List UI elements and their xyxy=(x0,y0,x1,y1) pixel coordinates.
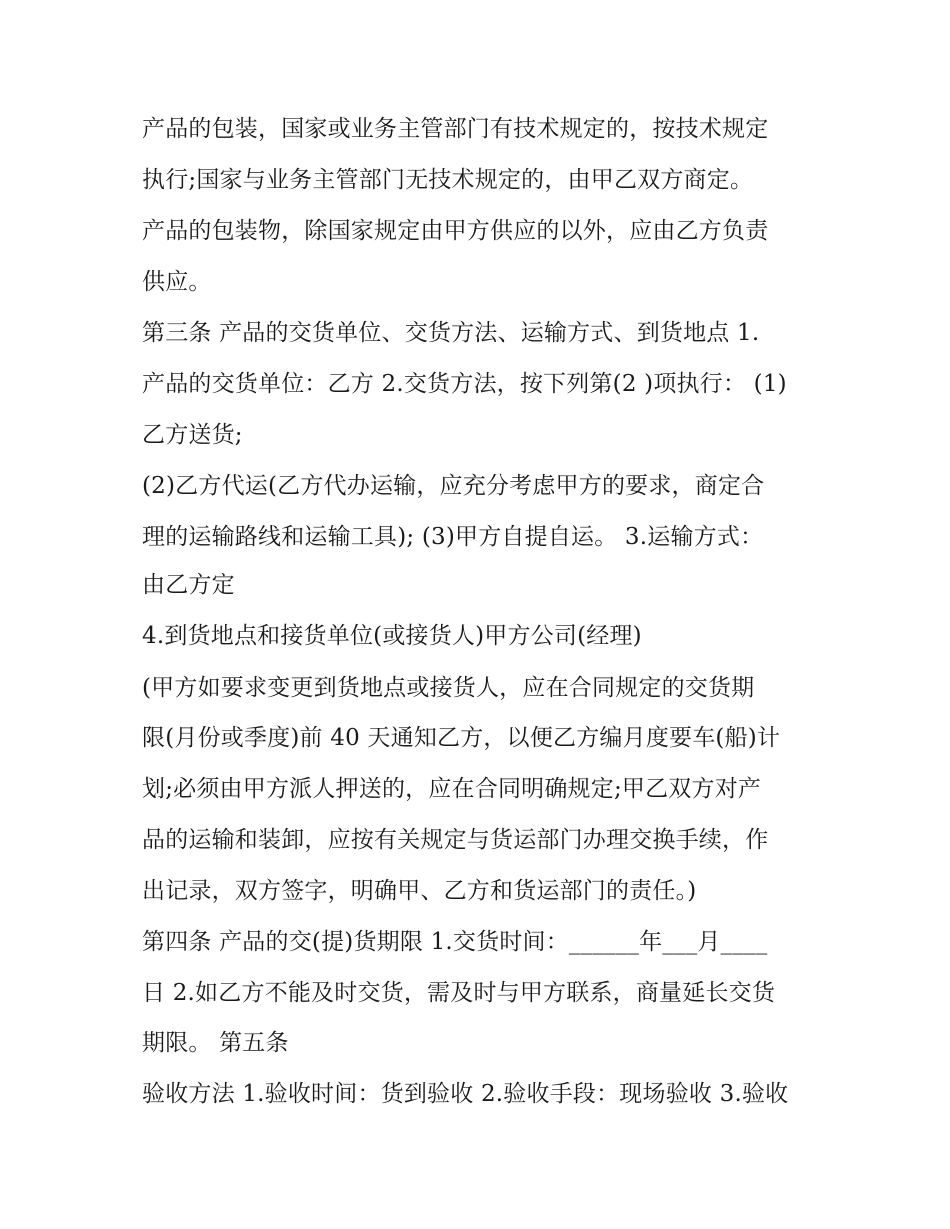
text-line: 产品的交货单位：乙方 2.交货方法，按下列第(2 )项执行： (1) xyxy=(142,371,787,397)
text-line: 产品的包装，国家或业务主管部门有技术规定的，按技术规定 xyxy=(142,116,769,142)
text-line: 由乙方定 xyxy=(142,572,235,598)
text-line: 验收方法 1.验收时间：货到验收 2.验收手段：现场验收 3.验收 xyxy=(142,1081,789,1107)
text-line: 供应。 xyxy=(142,269,212,295)
text-line: 出记录，双方签字，明确甲、乙方和货运部门的责任。) xyxy=(142,878,697,904)
text-line: 执行;国家与业务主管部门无技术规定的，由甲乙双方商定。 xyxy=(142,167,754,193)
text-line: (2)乙方代运(乙方代办运输，应充分考虑甲方的要求，商定合 xyxy=(142,473,765,499)
text-line: 限(月份或季度)前 40 天通知乙方，以便乙方编月度要车(船)计 xyxy=(142,725,781,751)
text-line: (甲方如要求变更到货地点或接货人，应在合同规定的交货期 xyxy=(142,675,755,701)
text-line: 产品的包装物，除国家规定由甲方供应的以外，应由乙方负责 xyxy=(142,218,769,244)
text-line: 4.到货地点和接货单位(或接货人)甲方公司(经理) xyxy=(142,623,642,649)
text-line: 第三条 产品的交货单位、交货方法、运输方式、到货地点 1. xyxy=(142,320,760,346)
text-line: 日 2.如乙方不能及时交货，需及时与甲方联系，商量延长交货 xyxy=(142,980,776,1006)
text-line: 划;必须由甲方派人押送的，应在合同明确规定;甲乙双方对产 xyxy=(142,776,762,802)
text-line: 乙方送货; xyxy=(142,422,243,448)
text-line: 品的运输和装卸，应按有关规定与货运部门办理交换手续，作 xyxy=(142,827,769,853)
text-line: 第四条 产品的交(提)货期限 1.交货时间：______年___月____ xyxy=(142,929,768,955)
text-line: 期限。 第五条 xyxy=(142,1030,289,1056)
text-line: 理的运输路线和运输工具); (3)甲方自提自运。 3.运输方式： xyxy=(142,524,764,550)
